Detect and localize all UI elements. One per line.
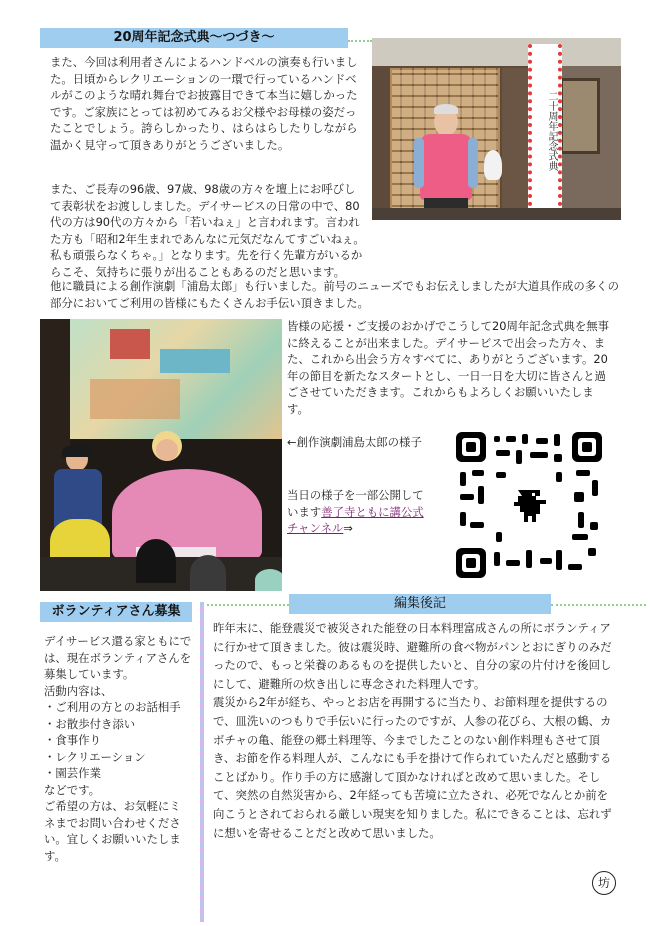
qr-code[interactable]	[456, 432, 602, 578]
banner	[528, 44, 562, 214]
volunteer-item: ・食事作り	[44, 733, 101, 747]
section1-text-middle	[50, 181, 366, 280]
video-notice-text: 当日の様子を一部公開しています	[287, 488, 424, 519]
volunteer-contact: ご希望の方は、お気軽にミネまでお問い合わせください。宜しくお願いいたします。	[44, 799, 181, 863]
caption-text: ←創作演劇浦島太郎の様子	[287, 435, 422, 449]
column-divider	[200, 602, 204, 922]
banner-text: 二十周年記念式典	[546, 91, 557, 171]
volunteer-title-bar	[40, 602, 192, 622]
photo-caption	[287, 434, 427, 451]
volunteer-outro: などです。	[44, 782, 101, 797]
volunteer-item: ・お散歩付き添い	[44, 716, 136, 731]
paragraph-longevity	[50, 181, 366, 280]
arrow-icon: ⇒	[343, 521, 353, 535]
volunteer-title: ボランティアさん募集	[51, 604, 181, 619]
volunteer-item: ・園芸作業	[44, 766, 101, 780]
afterword-paragraph-2: 震災から2年が経ち、やっとお店を再開するに当たり、お節料理を提供するので、皿洗いのつもりで手伝いに行ったのですが、人参の花びら、大根の鶴、カボチャの亀、能登の郷土料理等、今までしたことのない創作料理もさせて頂き、お節を作る料理人が、こんなにも手を掛けて作られていたんだと感動することばかり。作り手の方に感謝して頂かなければと改めて思いました。そして、突然の自然災害から、2年経っても苦境に立たされ、必死でなんとか前を向こうとされておられる厳しい現実を知りました。私にできることは、忘れずに想いを寄せることだと改めて思いました。	[213, 695, 612, 840]
section1-text-top	[50, 54, 366, 153]
section-title-bar	[40, 28, 348, 48]
afterword-title-bar	[289, 594, 551, 614]
signature-text: 坊	[597, 876, 610, 890]
photo-urashima-play	[40, 319, 282, 591]
afterword-line-right	[551, 604, 646, 606]
youtube-channel-link[interactable]: 善了寺ともに講公式チャンネル	[287, 504, 424, 535]
afterword-title: 編集後記	[393, 596, 446, 611]
volunteer-item: ・レクリエーション	[44, 749, 146, 764]
volunteer-intro: デイサービス還る家ともにでは、現在ボランティアさんを募集しています。	[44, 634, 192, 681]
signature-badge	[592, 871, 616, 895]
qr-code-graphic	[456, 432, 602, 578]
paragraph-longevity-text: また、ご長寿の96歳、97歳、98歳の方々を壇上にお呼びして表彰状をお渡ししました。デイサービスの日常の中で、80代の方は90代の方々から「若いねぇ」と言われます。言われた方も「昭和2年生まれであんなに元気だなんてすごいねぇ。私も頑張らなくちゃ。」となります。先を行く先輩方がいるからこそ、気持ちに張りが出ることもあるのだと思います。	[50, 182, 365, 279]
volunteer-item: ・ご利用の方とのお話相手	[44, 700, 181, 714]
section-title: 20周年記念式典～つづき～	[113, 30, 275, 45]
paragraph-thanks: 皆様の応援・ご支援のおかげでこうして20周年記念式典を無事に終えることが出来ました。デイサービスで出会った方々、また、これから出会う方々すべてに、ありがとうございます。20年の節目を新たなスタートとし、一日一日を大切に皆さんと過ごさせていただきます。これからもよろしくお願いいたします。	[287, 319, 610, 416]
video-notice	[287, 487, 435, 537]
volunteer-items-label: 活動内容は、	[44, 683, 113, 698]
afterword-body	[213, 619, 613, 842]
paragraph-play: 他に職員による創作演劇「浦島太郎」も行いました。前号のニューズでもお伝えしましたが大道具作成の多くの部分においてご利用の皆様にもたくさんお手伝い頂きました。	[50, 279, 619, 310]
afterword-line-left	[207, 604, 289, 606]
divider-line	[348, 40, 372, 42]
photo-man-at-entrance	[372, 38, 621, 220]
paragraph-handbell: また、今回は利用者さんによるハンドベルの演奏も行いました。日頃からレクリエーションの一環で行っているハンドベルがこのような晴れ舞台でお披露目できて本当に嬉しかったです。ご家族にとっては初めてみるお父様やお母様の姿だったことでしょう。誇らしかったり、はらはらしたりしながら温かく見守って頂きありがとうございました。	[50, 55, 358, 152]
section1-text-closing	[287, 318, 613, 417]
section1-text-play	[50, 278, 620, 311]
volunteer-body	[44, 633, 192, 864]
afterword-paragraph-1: 昨年末に、能登震災で被災された能登の日本料理富成さんの所にボランティアに行かせて頂きました。彼は震災時、避難所の食べ物がパンとおにぎりのみだったので、もっと栄養のあるものを提供したいと、自分の家の片付けを後回しにして、避難所の炊き出しに専念された料理人です。	[213, 621, 612, 691]
